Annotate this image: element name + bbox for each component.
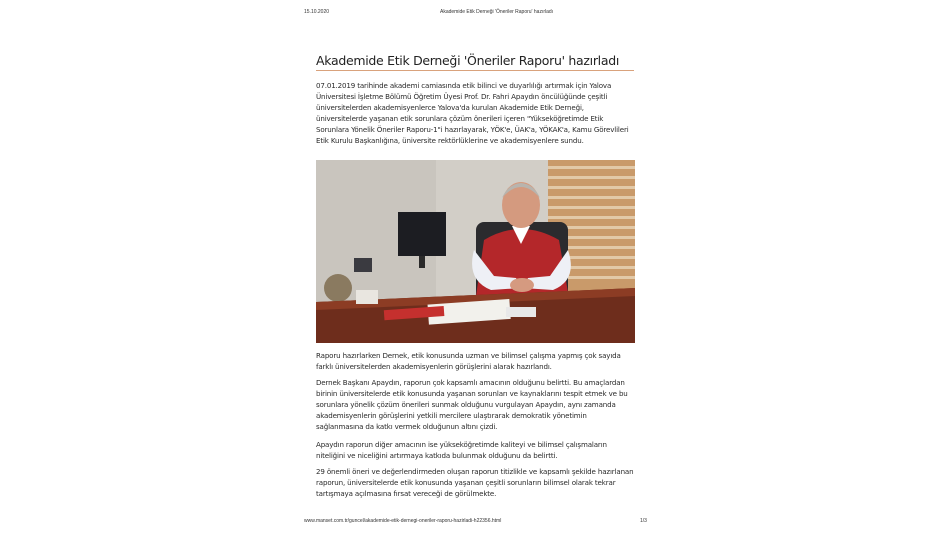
page-number: 1/3 bbox=[640, 518, 647, 524]
title-underline bbox=[316, 70, 634, 71]
article-photo bbox=[316, 160, 635, 343]
article-paragraph-4: Apaydın raporun diğer amacının ise yükseköğretimde kaliteyi ve bilimsel çalışmaların niteliğini ve niceliğini artırmaya katkıda bulunmak olduğunu da belirtti. bbox=[316, 440, 607, 460]
article-paragraph-3: Dernek Başkanı Apaydın, raporun çok kapsamlı amacının olduğunu belirtti. Bu amaçlardan birinin üniversitelerde etik konusunda yaşanan sorunları ve kaynaklarını tespit etmek ve bu sorunlara yönelik çözüm önerileri sunmak olduğunu vurgulayan Apaydın, aynı zamanda akademisyenlerin görüşlerini yetkili mercilere ulaştırarak demokratik yönetimin sağlanmasına da katkı vermek olduğunun altını çizdi. bbox=[316, 378, 628, 431]
print-date: 15.10.2020 bbox=[304, 9, 330, 15]
article-paragraph-1: 07.01.2019 tarihinde akademi camiasında etik bilinci ve duyarlılığı artırmak için Yalova Üniversitesi İşletme Bölümü Öğretim Üyesi Prof. Dr. Fahri Apaydın öncülüğünde çeşitli üniversitelerden akademisyenlerce Yalova'da kurulan Akademide Etik Derneği, üniversitelerde yaşanan etik sorunlara çözüm önerileri içeren "Yükseköğretimde Etik Sorunlara Yönelik Öneriler Raporu-1"i hazırlayarak, YÖK'e, ÜAK'a, YÖKAK'a, Kamu Görevlileri Etik Kurulu Başkanlığına, üniversite rektörlüklerine ve akademisyenlere sundu. bbox=[316, 81, 629, 145]
article-title: Akademide Etik Derneği 'Öneriler Raporu' hazırladı bbox=[316, 53, 620, 68]
print-footer-url: www.manset.com.tr/guncel/akademide-etik-dernegi-oneriler-raporu-hazirladi-h22356.html bbox=[304, 518, 502, 524]
article-paragraph-5: 29 önemli öneri ve değerlendirmeden oluşan raporun titizlikle ve kapsamlı şekilde hazırlanan raporun, üniversitelerde etik konusunda yaşanan çeşitli sorunların bilimsel olarak tekrar tartışmaya açılmasına fırsat vereceği de görülmekte. bbox=[316, 467, 634, 498]
article-paragraph-2: Raporu hazırlarken Dernek, etik konusunda uzman ve bilimsel çalışma yapmış çok sayıda farklı üniversitelerden akademisyenlerin görüşlerini alarak hazırlandı. bbox=[316, 351, 621, 371]
print-header-title: Akademide Etik Derneği 'Öneriler Raporu' hazırladı bbox=[440, 9, 554, 15]
